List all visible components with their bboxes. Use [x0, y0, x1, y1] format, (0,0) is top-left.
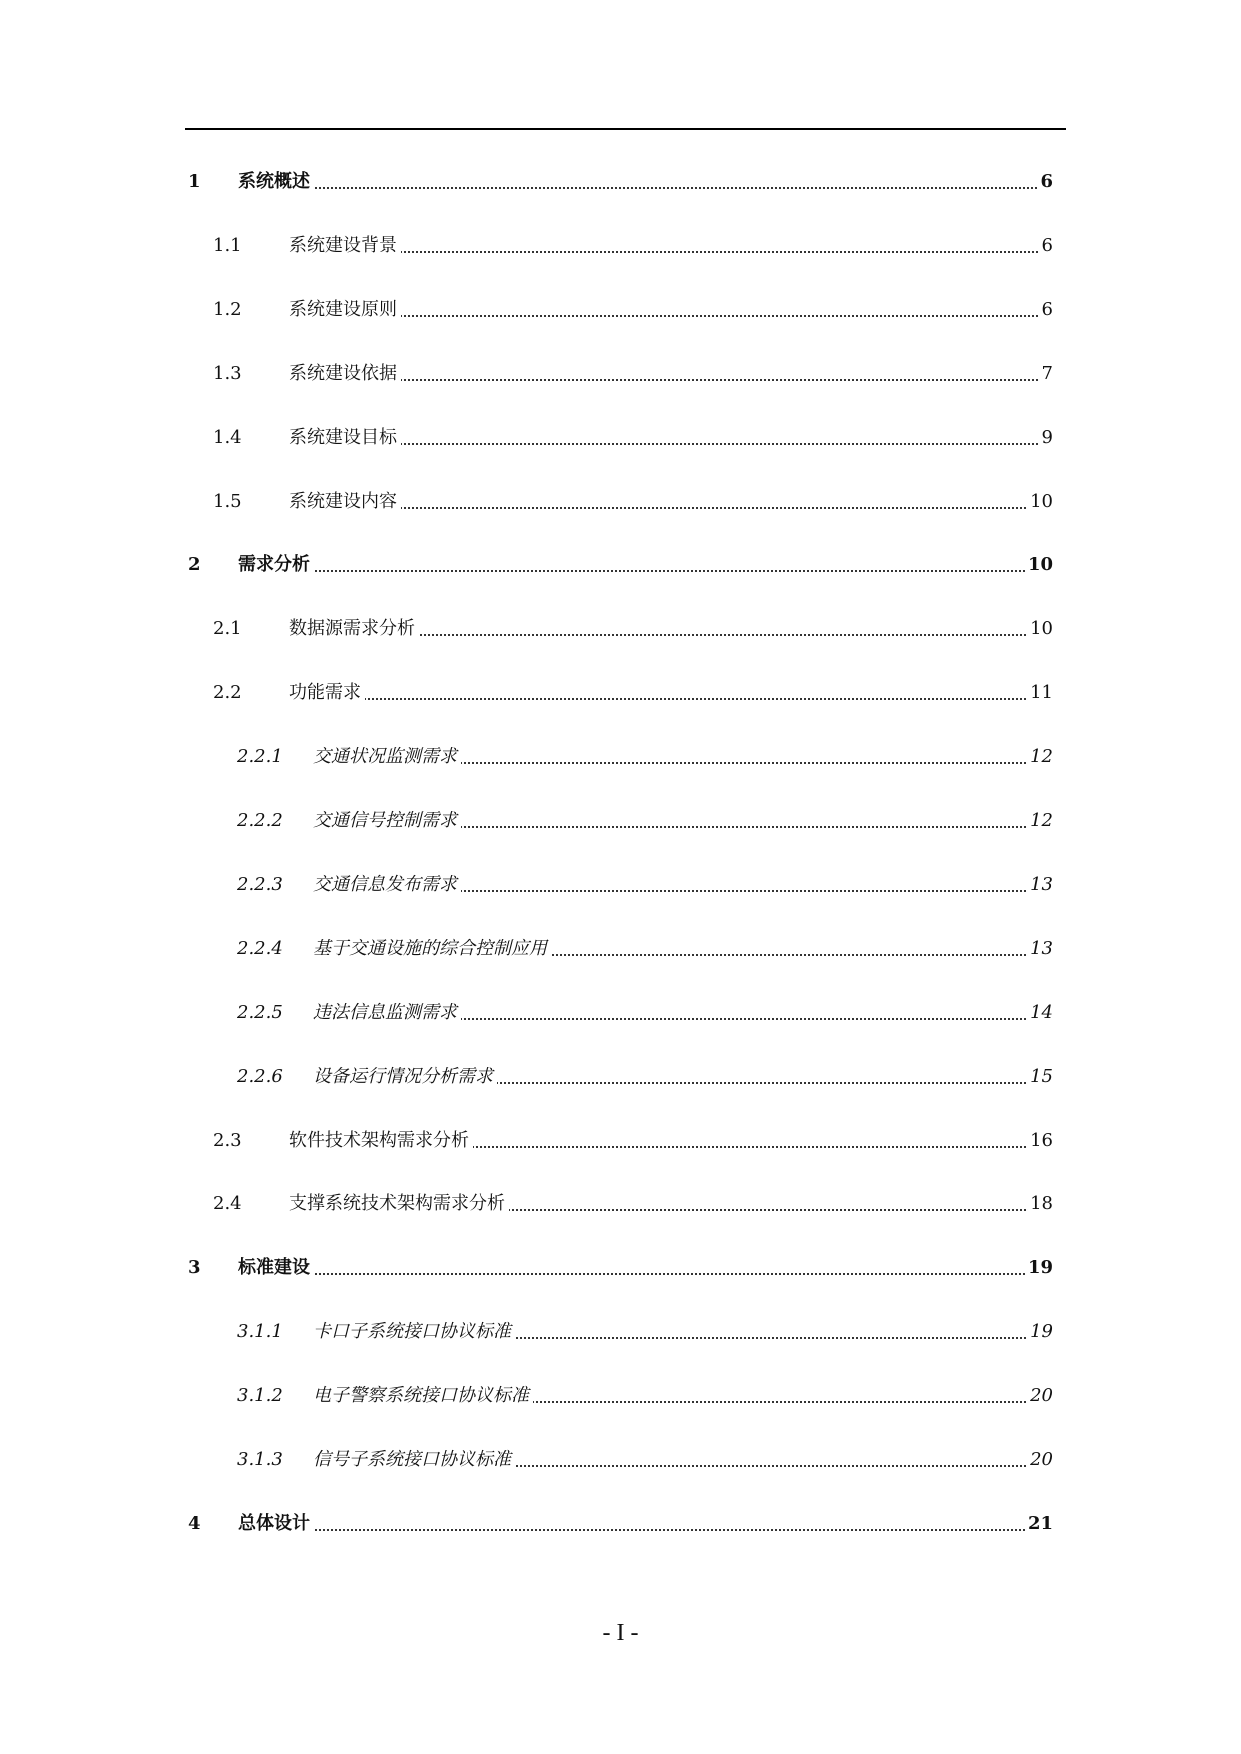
toc-entry[interactable]: [0, 678, 1241, 708]
toc-entry-title: 设备运行情况分析需求: [313, 1066, 497, 1088]
toc-entry[interactable]: [0, 359, 1241, 389]
toc-entry-title: 需求分析: [238, 554, 314, 576]
toc-entry-number: 2.1: [213, 618, 242, 640]
toc-entry-number: 2: [188, 554, 201, 576]
toc-entry[interactable]: [0, 870, 1241, 900]
toc-entry-title: 违法信息监测需求: [313, 1002, 461, 1024]
toc-entry-number: 2.2.6: [237, 1065, 283, 1087]
toc-entry[interactable]: [0, 295, 1241, 325]
toc-entry-page: 6: [1040, 171, 1053, 192]
toc-entry-page: 9: [1041, 426, 1053, 448]
toc-entry-title: 功能需求: [289, 682, 365, 704]
toc-entry[interactable]: [0, 1381, 1241, 1411]
toc-entry-title: 标准建设: [238, 1257, 314, 1279]
toc-entry[interactable]: [0, 806, 1241, 836]
toc-entry-title: 支撑系统技术架构需求分析: [289, 1193, 509, 1215]
toc-entry[interactable]: [0, 1253, 1241, 1283]
toc-entry-title: 系统建设原则: [289, 299, 401, 321]
toc-entry-number: 3.1.1: [237, 1321, 283, 1343]
toc-entry-number: 1: [188, 171, 201, 192]
toc-dot-leader: [289, 443, 1045, 445]
toc-entry-title: 系统建设依据: [289, 363, 401, 385]
toc-entry-page: 10: [1027, 554, 1053, 576]
toc-entry-number: 3: [188, 1257, 201, 1279]
toc-entry-number: 3.1.3: [237, 1449, 283, 1470]
toc-dot-leader: [289, 251, 1045, 253]
toc-entry-title: 交通状况监测需求: [313, 746, 461, 768]
toc-entry-number: 2.2.1: [237, 746, 283, 768]
toc-entry-number: 1.3: [213, 362, 242, 384]
toc-entry-title: 系统建设目标: [289, 427, 401, 449]
toc-entry-title: 系统建设内容: [289, 491, 401, 513]
toc-entry-page: 19: [1030, 1321, 1053, 1343]
toc-entry-title: 软件技术架构需求分析: [289, 1130, 473, 1152]
toc-entry-page: 10: [1030, 490, 1053, 512]
toc-entry[interactable]: [0, 1126, 1241, 1156]
toc-entry-page: 20: [1030, 1449, 1053, 1470]
toc-entry[interactable]: [0, 934, 1241, 964]
toc-dot-leader: [238, 1529, 1045, 1531]
toc-entry[interactable]: [0, 742, 1241, 772]
toc-entry[interactable]: [0, 167, 1241, 197]
toc-entry[interactable]: [0, 550, 1241, 580]
toc-entry-title: 交通信号控制需求: [313, 810, 461, 832]
toc-dot-leader: [238, 187, 1045, 189]
toc-entry[interactable]: [0, 998, 1241, 1028]
toc-dot-leader: [238, 570, 1045, 572]
toc-entry-title: 信号子系统接口协议标准: [313, 1449, 515, 1471]
toc-entry[interactable]: [0, 1317, 1241, 1347]
toc-entry[interactable]: [0, 1445, 1241, 1475]
toc-entry-number: 1.5: [213, 490, 242, 512]
toc-dot-leader: [289, 315, 1045, 317]
toc-dot-leader: [289, 698, 1045, 700]
toc-entry-title: 系统建设背景: [289, 235, 401, 257]
toc-entry-page: 6: [1041, 298, 1053, 320]
toc-entry-page: 18: [1030, 1193, 1053, 1215]
toc-dot-leader: [238, 1273, 1045, 1275]
toc-entry[interactable]: [0, 614, 1241, 644]
toc-entry-number: 2.4: [213, 1193, 242, 1215]
toc-entry-number: 1.2: [213, 298, 242, 320]
toc-entry-number: 3.1.2: [237, 1385, 283, 1407]
toc-entry-title: 基于交通设施的综合控制应用: [313, 938, 551, 960]
toc-entry-number: 1.1: [213, 234, 242, 256]
toc-dot-leader: [289, 507, 1045, 509]
toc-entry-number: 2.2.4: [237, 937, 283, 959]
toc-entry-page: 16: [1030, 1129, 1053, 1151]
toc-entry-number: 2.2: [213, 682, 242, 704]
toc-entry-number: 2.2.2: [237, 810, 283, 831]
toc-entry[interactable]: [0, 1509, 1241, 1539]
page-number: - I -: [602, 1620, 639, 1646]
toc-entry-page: 15: [1030, 1065, 1053, 1087]
toc-entry-page: 6: [1041, 234, 1053, 256]
toc-entry-page: 21: [1027, 1512, 1053, 1534]
toc-entry[interactable]: [0, 487, 1241, 517]
toc-entry-page: 10: [1030, 618, 1053, 640]
toc-entry-number: 1.4: [213, 426, 242, 448]
toc-dot-leader: [289, 379, 1045, 381]
toc-entry-title: 交通信息发布需求: [313, 874, 461, 896]
toc-entry-title: 数据源需求分析: [289, 618, 419, 640]
toc-entry-page: 11: [1030, 682, 1053, 704]
toc-entry-page: 20: [1030, 1385, 1053, 1407]
toc-entry-page: 12: [1030, 746, 1053, 768]
toc-entry-page: 7: [1041, 362, 1053, 384]
toc-entry-page: 13: [1030, 873, 1053, 895]
toc-entry-title: 电子警察系统接口协议标准: [313, 1385, 533, 1407]
toc-entry-title: 系统概述: [238, 171, 314, 193]
toc-entry[interactable]: [0, 1062, 1241, 1092]
toc-entry-number: 4: [188, 1512, 201, 1534]
toc-entry-number: 2.3: [213, 1129, 242, 1151]
toc-entry-page: 19: [1027, 1257, 1053, 1279]
toc-entry[interactable]: [0, 231, 1241, 261]
toc-entry-title: 卡口子系统接口协议标准: [313, 1321, 515, 1343]
toc-entry-page: 14: [1030, 1001, 1053, 1023]
toc-entry-number: 2.2.3: [237, 873, 283, 895]
toc-entry[interactable]: [0, 423, 1241, 453]
toc-entry-number: 2.2.5: [237, 1001, 283, 1023]
toc-entry-page: 13: [1030, 937, 1053, 959]
toc-entry[interactable]: [0, 1189, 1241, 1219]
toc-entry-title: 总体设计: [238, 1513, 314, 1535]
toc-entry-page: 12: [1030, 810, 1053, 831]
